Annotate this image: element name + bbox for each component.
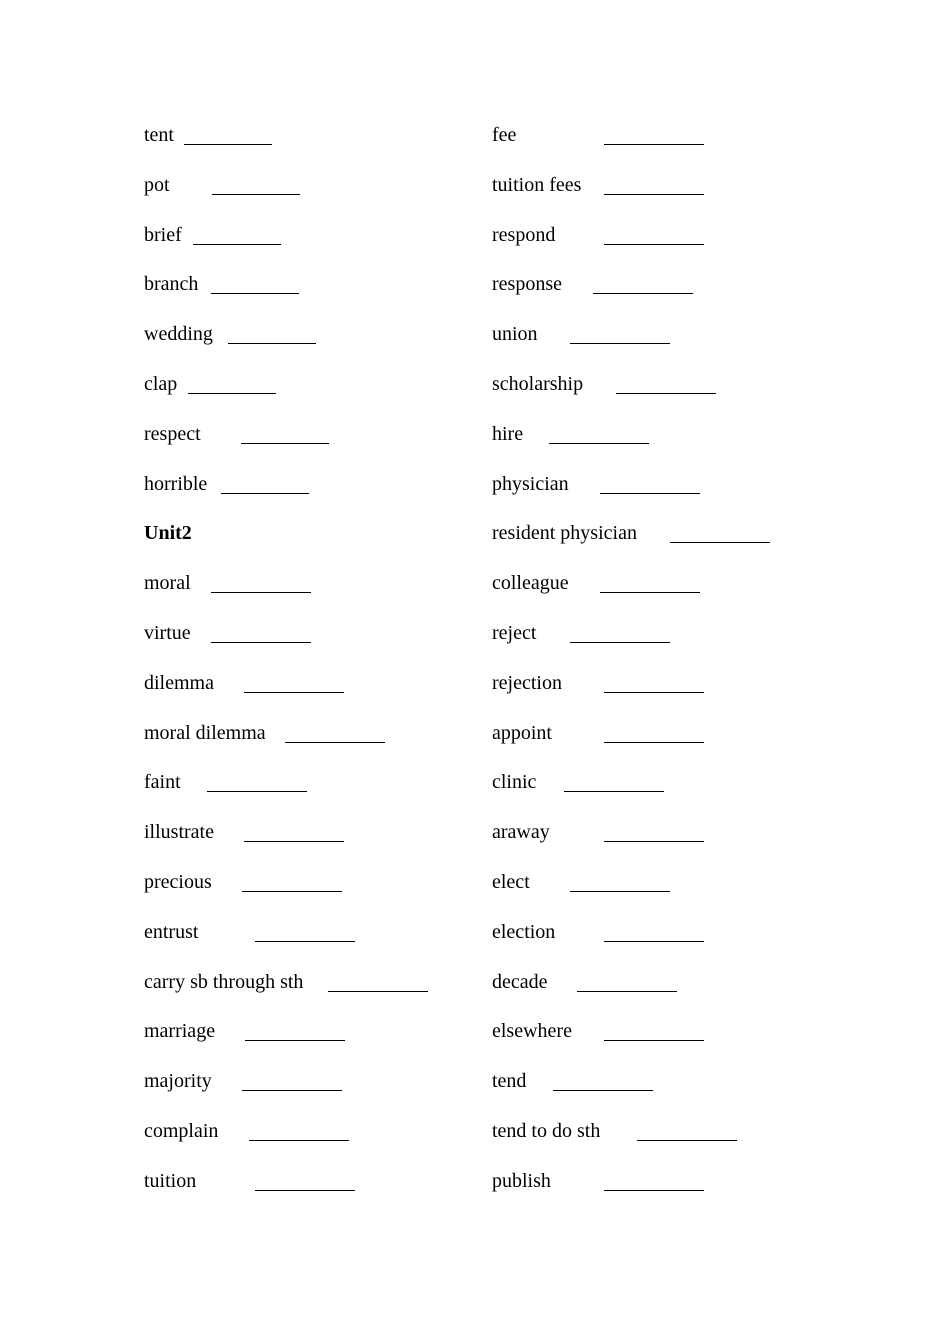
answer-blank[interactable] xyxy=(188,393,276,394)
vocab-word: moral xyxy=(144,572,191,595)
answer-blank[interactable] xyxy=(600,493,700,494)
vocab-word: tuition fees xyxy=(492,173,582,196)
answer-blank[interactable] xyxy=(670,542,770,543)
vocab-word: faint xyxy=(144,771,181,794)
answer-blank[interactable] xyxy=(604,244,704,245)
answer-blank[interactable] xyxy=(604,742,704,743)
answer-blank[interactable] xyxy=(211,642,311,643)
answer-blank[interactable] xyxy=(604,692,704,693)
answer-blank[interactable] xyxy=(570,891,670,892)
answer-blank[interactable] xyxy=(211,592,311,593)
vocab-word: complain xyxy=(144,1119,219,1142)
answer-blank[interactable] xyxy=(600,592,700,593)
answer-blank[interactable] xyxy=(328,991,428,992)
vocab-word: tent xyxy=(144,124,174,146)
vocab-word: decade xyxy=(492,970,548,993)
answer-blank[interactable] xyxy=(593,293,693,294)
vocab-word: resident physician xyxy=(492,522,637,545)
vocab-word: illustrate xyxy=(144,821,214,844)
answer-blank[interactable] xyxy=(577,991,677,992)
answer-blank[interactable] xyxy=(553,1090,653,1091)
vocab-word: carry sb through sth xyxy=(144,970,304,993)
answer-blank[interactable] xyxy=(241,443,329,444)
answer-blank[interactable] xyxy=(604,1190,704,1191)
vocab-word: publish xyxy=(492,1169,551,1192)
answer-blank[interactable] xyxy=(570,642,670,643)
vocab-word: physician xyxy=(492,472,569,495)
vocab-word: virtue xyxy=(144,621,191,644)
answer-blank[interactable] xyxy=(193,244,281,245)
answer-blank[interactable] xyxy=(604,1040,704,1041)
answer-blank[interactable] xyxy=(212,194,300,195)
answer-blank[interactable] xyxy=(604,841,704,842)
vocab-word: majority xyxy=(144,1070,212,1093)
unit-heading: Unit2 xyxy=(144,522,192,545)
vocab-word: response xyxy=(492,273,562,296)
vocab-word: hire xyxy=(492,422,524,445)
vocab-word: pot xyxy=(144,173,170,196)
vocab-word: dilemma xyxy=(144,671,214,694)
vocab-word: clinic xyxy=(492,771,537,794)
answer-blank[interactable] xyxy=(249,1140,349,1141)
answer-blank[interactable] xyxy=(604,144,704,145)
vocab-word: colleague xyxy=(492,572,569,595)
vocab-word: tend xyxy=(492,1070,527,1093)
vocab-word: election xyxy=(492,920,556,943)
answer-blank[interactable] xyxy=(242,891,342,892)
answer-blank[interactable] xyxy=(211,293,299,294)
answer-blank[interactable] xyxy=(616,393,716,394)
answer-blank[interactable] xyxy=(221,493,309,494)
vocab-word: reject xyxy=(492,621,537,644)
vocab-word: rejection xyxy=(492,671,562,694)
answer-blank[interactable] xyxy=(604,941,704,942)
answer-blank[interactable] xyxy=(285,742,385,743)
vocab-word: precious xyxy=(144,870,212,893)
answer-blank[interactable] xyxy=(255,1190,355,1191)
vocab-word: brief xyxy=(144,223,182,246)
answer-blank[interactable] xyxy=(244,692,344,693)
vocab-word: scholarship xyxy=(492,372,584,395)
vocab-word: respect xyxy=(144,422,201,445)
answer-blank[interactable] xyxy=(245,1040,345,1041)
vocab-word: union xyxy=(492,323,538,346)
answer-blank[interactable] xyxy=(549,443,649,444)
answer-blank[interactable] xyxy=(255,941,355,942)
answer-blank[interactable] xyxy=(604,194,704,195)
answer-blank[interactable] xyxy=(207,791,307,792)
vocab-word: horrible xyxy=(144,472,208,495)
vocab-word: elect xyxy=(492,870,530,893)
vocab-word: entrust xyxy=(144,920,199,943)
vocab-word: appoint xyxy=(492,721,552,744)
vocab-word: branch xyxy=(144,273,199,296)
vocab-word: clap xyxy=(144,372,178,395)
vocab-word: wedding xyxy=(144,323,213,346)
answer-blank[interactable] xyxy=(564,791,664,792)
vocab-word: tuition xyxy=(144,1169,197,1192)
vocab-word: moral dilemma xyxy=(144,721,266,744)
answer-blank[interactable] xyxy=(244,841,344,842)
answer-blank[interactable] xyxy=(228,343,316,344)
vocab-word: marriage xyxy=(144,1020,216,1043)
answer-blank[interactable] xyxy=(570,343,670,344)
answer-blank[interactable] xyxy=(242,1090,342,1091)
vocab-word: elsewhere xyxy=(492,1020,572,1043)
vocab-word: fee xyxy=(492,124,517,146)
vocab-word: tend to do sth xyxy=(492,1119,601,1142)
answer-blank[interactable] xyxy=(184,144,272,145)
vocab-word: araway xyxy=(492,821,550,844)
vocab-word: respond xyxy=(492,223,556,246)
answer-blank[interactable] xyxy=(637,1140,737,1141)
